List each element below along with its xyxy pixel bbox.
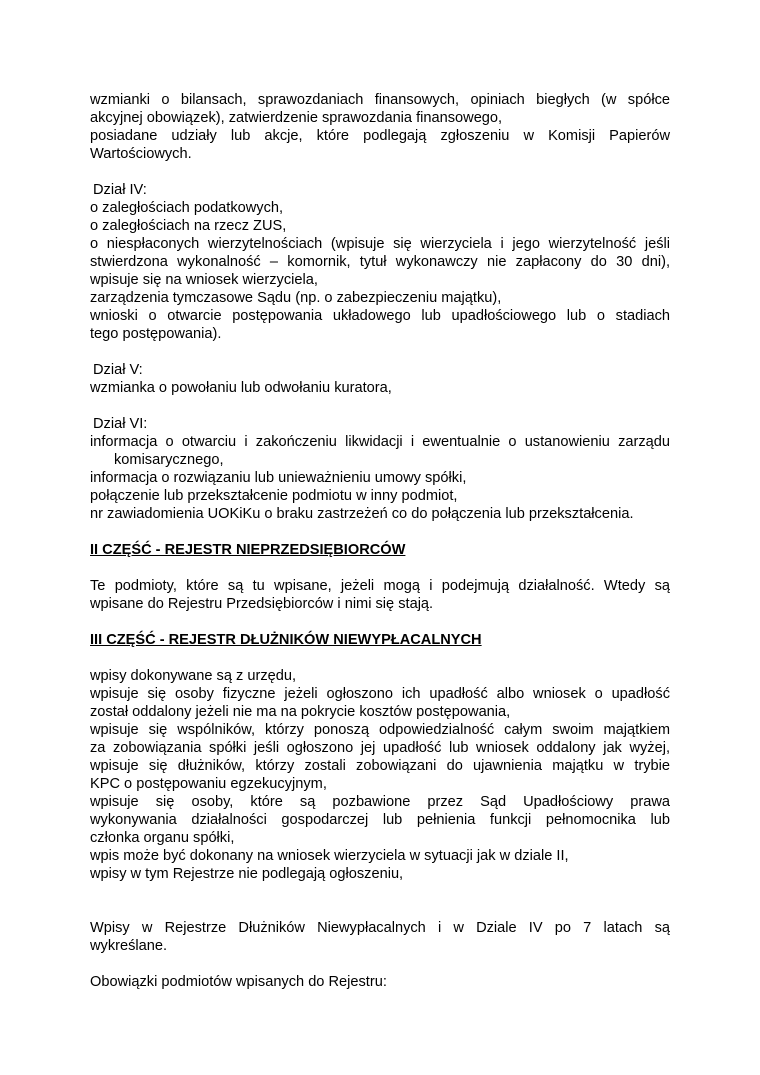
- section-dzial-5: [90, 361, 670, 397]
- list-item: wzmianka o powołaniu lub odwołaniu kuratora,: [90, 380, 392, 396]
- list-item: wpisy w tym Rejestrze nie podlegają ogłoszeniu,: [90, 866, 404, 882]
- section-dzial-4: [90, 181, 670, 343]
- text-line: posiadane udziały lub akcje, które podlegają zgłoszeniu w Komisji Papierów: [90, 128, 670, 144]
- section-part-2: [90, 541, 670, 613]
- list-item: wpisy dokonywane są z urzędu,: [90, 668, 297, 684]
- list-item-continuation: komisarycznego,: [114, 452, 224, 468]
- list-item: informacja o otwarciu i zakończeniu likwidacji i ewentualnie o ustanowieniu zarządu: [90, 434, 670, 450]
- list-item: nr zawiadomienia UOKiKu o braku zastrzeżeń co do połączenia lub przekształcenia.: [90, 506, 634, 522]
- block-financial-mentions: [90, 91, 670, 163]
- list-item: zarządzenia tymczasowe Sądu (np. o zabezpieczeniu majątku),: [90, 290, 502, 306]
- list-item: wpis może być dokonany na wniosek wierzyciela w sytuacji jak w dziale II,: [90, 848, 569, 864]
- section-title: Dział IV:: [93, 182, 147, 198]
- list-item: o zaległościach podatkowych,: [90, 200, 284, 216]
- paragraph-line: Wpisy w Rejestrze Dłużników Niewypłacalnych i w Dziale IV po 7 latach są: [90, 920, 670, 936]
- spacer: [90, 163, 670, 181]
- list-item: o zaległościach na rzecz ZUS,: [90, 218, 287, 234]
- spacer: [90, 613, 670, 631]
- spacer: [90, 649, 670, 667]
- list-item-continuation: KPC o postępowaniu egzekucyjnym,: [90, 776, 327, 792]
- list-item: wpisuje się osoby fizyczne jeżeli ogłoszono ich upadłość albo wniosek o upadłość: [90, 686, 670, 702]
- text-line: akcyjnej obowiązek), zatwierdzenie sprawozdania finansowego,: [90, 110, 503, 126]
- spacer: [90, 523, 670, 541]
- text-line: Wartościowych.: [90, 146, 192, 162]
- list-item-continuation: wykonywania działalności gospodarczej lub pełnienia funkcji pełnomocnika lub: [90, 812, 670, 828]
- list-item-continuation: został oddalony jeżeli nie ma na pokrycie kosztów postępowania,: [90, 704, 511, 720]
- list-item: wpisuje się osoby, które są pozbawione przez Sąd Upadłościowy prawa: [90, 794, 670, 810]
- paragraph-line: wpisane do Rejestru Przedsiębiorców i nimi się stają.: [90, 596, 434, 612]
- list-item: o niespłaconych wierzytelnościach (wpisuje się wierzyciela i jego wierzytelność jeśli: [90, 236, 670, 252]
- spacer: [90, 397, 670, 415]
- spacer: [90, 343, 670, 361]
- section-part-3: [90, 631, 670, 883]
- list-item: wpisuje się dłużników, którzy zostali zobowiązani do ujawnienia majątku w trybie: [90, 758, 670, 774]
- list-item-continuation: tego postępowania).: [90, 326, 222, 342]
- list-item: wnioski o otwarcie postępowania układowego lub upadłościowego lub o stadiach: [90, 308, 670, 324]
- list-item: połączenie lub przekształcenie podmiotu w inny podmiot,: [90, 488, 458, 504]
- spacer: [90, 559, 670, 577]
- section-title: Dział V:: [93, 362, 143, 378]
- section-dzial-6: [90, 415, 670, 523]
- list-item-continuation: członka organu spółki,: [90, 830, 235, 846]
- paragraph-line: wykreślane.: [90, 938, 168, 954]
- list-item: wpisuje się na wniosek wierzyciela,: [90, 272, 318, 288]
- list-item-continuation: za zobowiązania spółki jeśli ogłoszono jej upadłość lub wniosek oddalony jak wyżej,: [90, 740, 670, 756]
- paragraph-line: Obowiązki podmiotów wpisanych do Rejestru:: [90, 974, 387, 990]
- document-page: [90, 91, 670, 991]
- spacer: [90, 883, 670, 919]
- section-heading: III CZĘŚĆ - REJESTR DŁUŻNIKÓW NIEWYPŁACALNYCH: [90, 632, 482, 648]
- text-line: wzmianki o bilansach, sprawozdaniach finansowych, opiniach biegłych (w spółce: [90, 92, 670, 108]
- list-item-continuation: stwierdzona wykonalność – komornik, tytuł wykonawczy nie zapłacony do 30 dni),: [90, 254, 670, 270]
- section-heading: II CZĘŚĆ - REJESTR NIEPRZEDSIĘBIORCÓW: [90, 542, 406, 558]
- section-title: Dział VI:: [93, 416, 148, 432]
- spacer: [90, 955, 670, 973]
- paragraph-line: Te podmioty, które są tu wpisane, jeżeli mogą i podejmują działalność. Wtedy są: [90, 578, 670, 594]
- list-item: wpisuje się wspólników, którzy ponoszą odpowiedzialność całym swoim majątkiem: [90, 722, 670, 738]
- closing-section: [90, 919, 670, 991]
- list-item: informacja o rozwiązaniu lub unieważnieniu umowy spółki,: [90, 470, 467, 486]
